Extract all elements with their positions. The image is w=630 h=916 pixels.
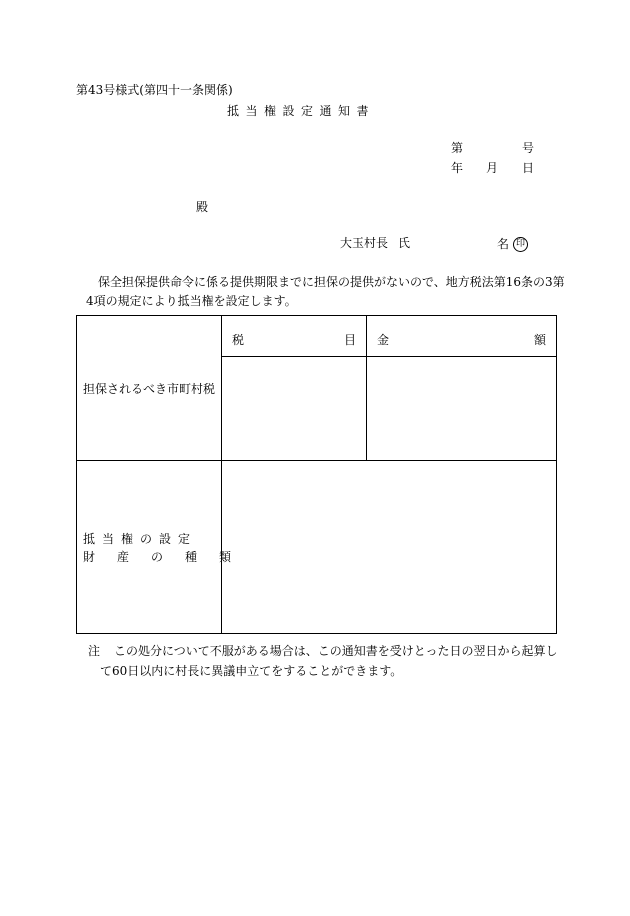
seal-stamp-icon: 印 xyxy=(513,237,528,252)
note-line-1: この処分について不服がある場合は、この通知書を受けとった日の翌日から起算し xyxy=(114,644,558,658)
issuer-title: 大玉村長 xyxy=(340,236,389,250)
body-line-1: 保全担保提供命令に係る提供期限までに担保の提供がないので、地方税法第16条の3第 xyxy=(98,275,565,289)
form-number: 第43号様式(第四十一条関係) xyxy=(76,83,233,97)
date-month: 月 xyxy=(486,161,499,175)
amount-left: 金 xyxy=(377,333,390,347)
collateral-table xyxy=(76,315,557,634)
date-year: 年 xyxy=(451,161,464,175)
body-line-2: 4項の規定により抵当権を設定します。 xyxy=(86,294,297,308)
table-row xyxy=(77,316,557,357)
amount-value-cell xyxy=(367,357,557,461)
tax-item-left: 税 xyxy=(232,333,245,347)
document-title: 抵当権設定通知書 xyxy=(227,104,376,118)
row2-label-line2-text: 財産の種類 xyxy=(83,550,254,564)
property-type-value-cell xyxy=(222,461,557,634)
doc-number-go: 号 xyxy=(522,141,535,155)
addressee-suffix: 殿 xyxy=(196,200,209,214)
issuer-mei xyxy=(497,237,528,252)
issuer-shi: 氏 xyxy=(398,236,411,250)
row2-label-line2 xyxy=(83,550,254,564)
amount-right: 額 xyxy=(533,333,546,347)
note-line-2: て60日以内に村長に異議申立てをすることができます。 xyxy=(100,664,403,678)
doc-number-dai: 第 xyxy=(451,141,464,155)
row2-label-cell xyxy=(77,461,254,634)
amount-header xyxy=(367,316,557,357)
tax-item-header xyxy=(222,316,367,357)
date-day: 日 xyxy=(522,161,535,175)
row2-label-line1: 抵当権の設定 xyxy=(83,532,198,546)
row1-label-cell xyxy=(77,316,222,461)
tax-item-right: 目 xyxy=(343,333,356,347)
issuer-mei-label: 名 xyxy=(497,237,510,251)
note-prefix: 注 xyxy=(88,644,101,658)
tax-item-value-cell xyxy=(222,357,367,461)
table-row xyxy=(77,461,557,634)
row1-label: 担保されるべき市町村税 xyxy=(83,382,216,396)
